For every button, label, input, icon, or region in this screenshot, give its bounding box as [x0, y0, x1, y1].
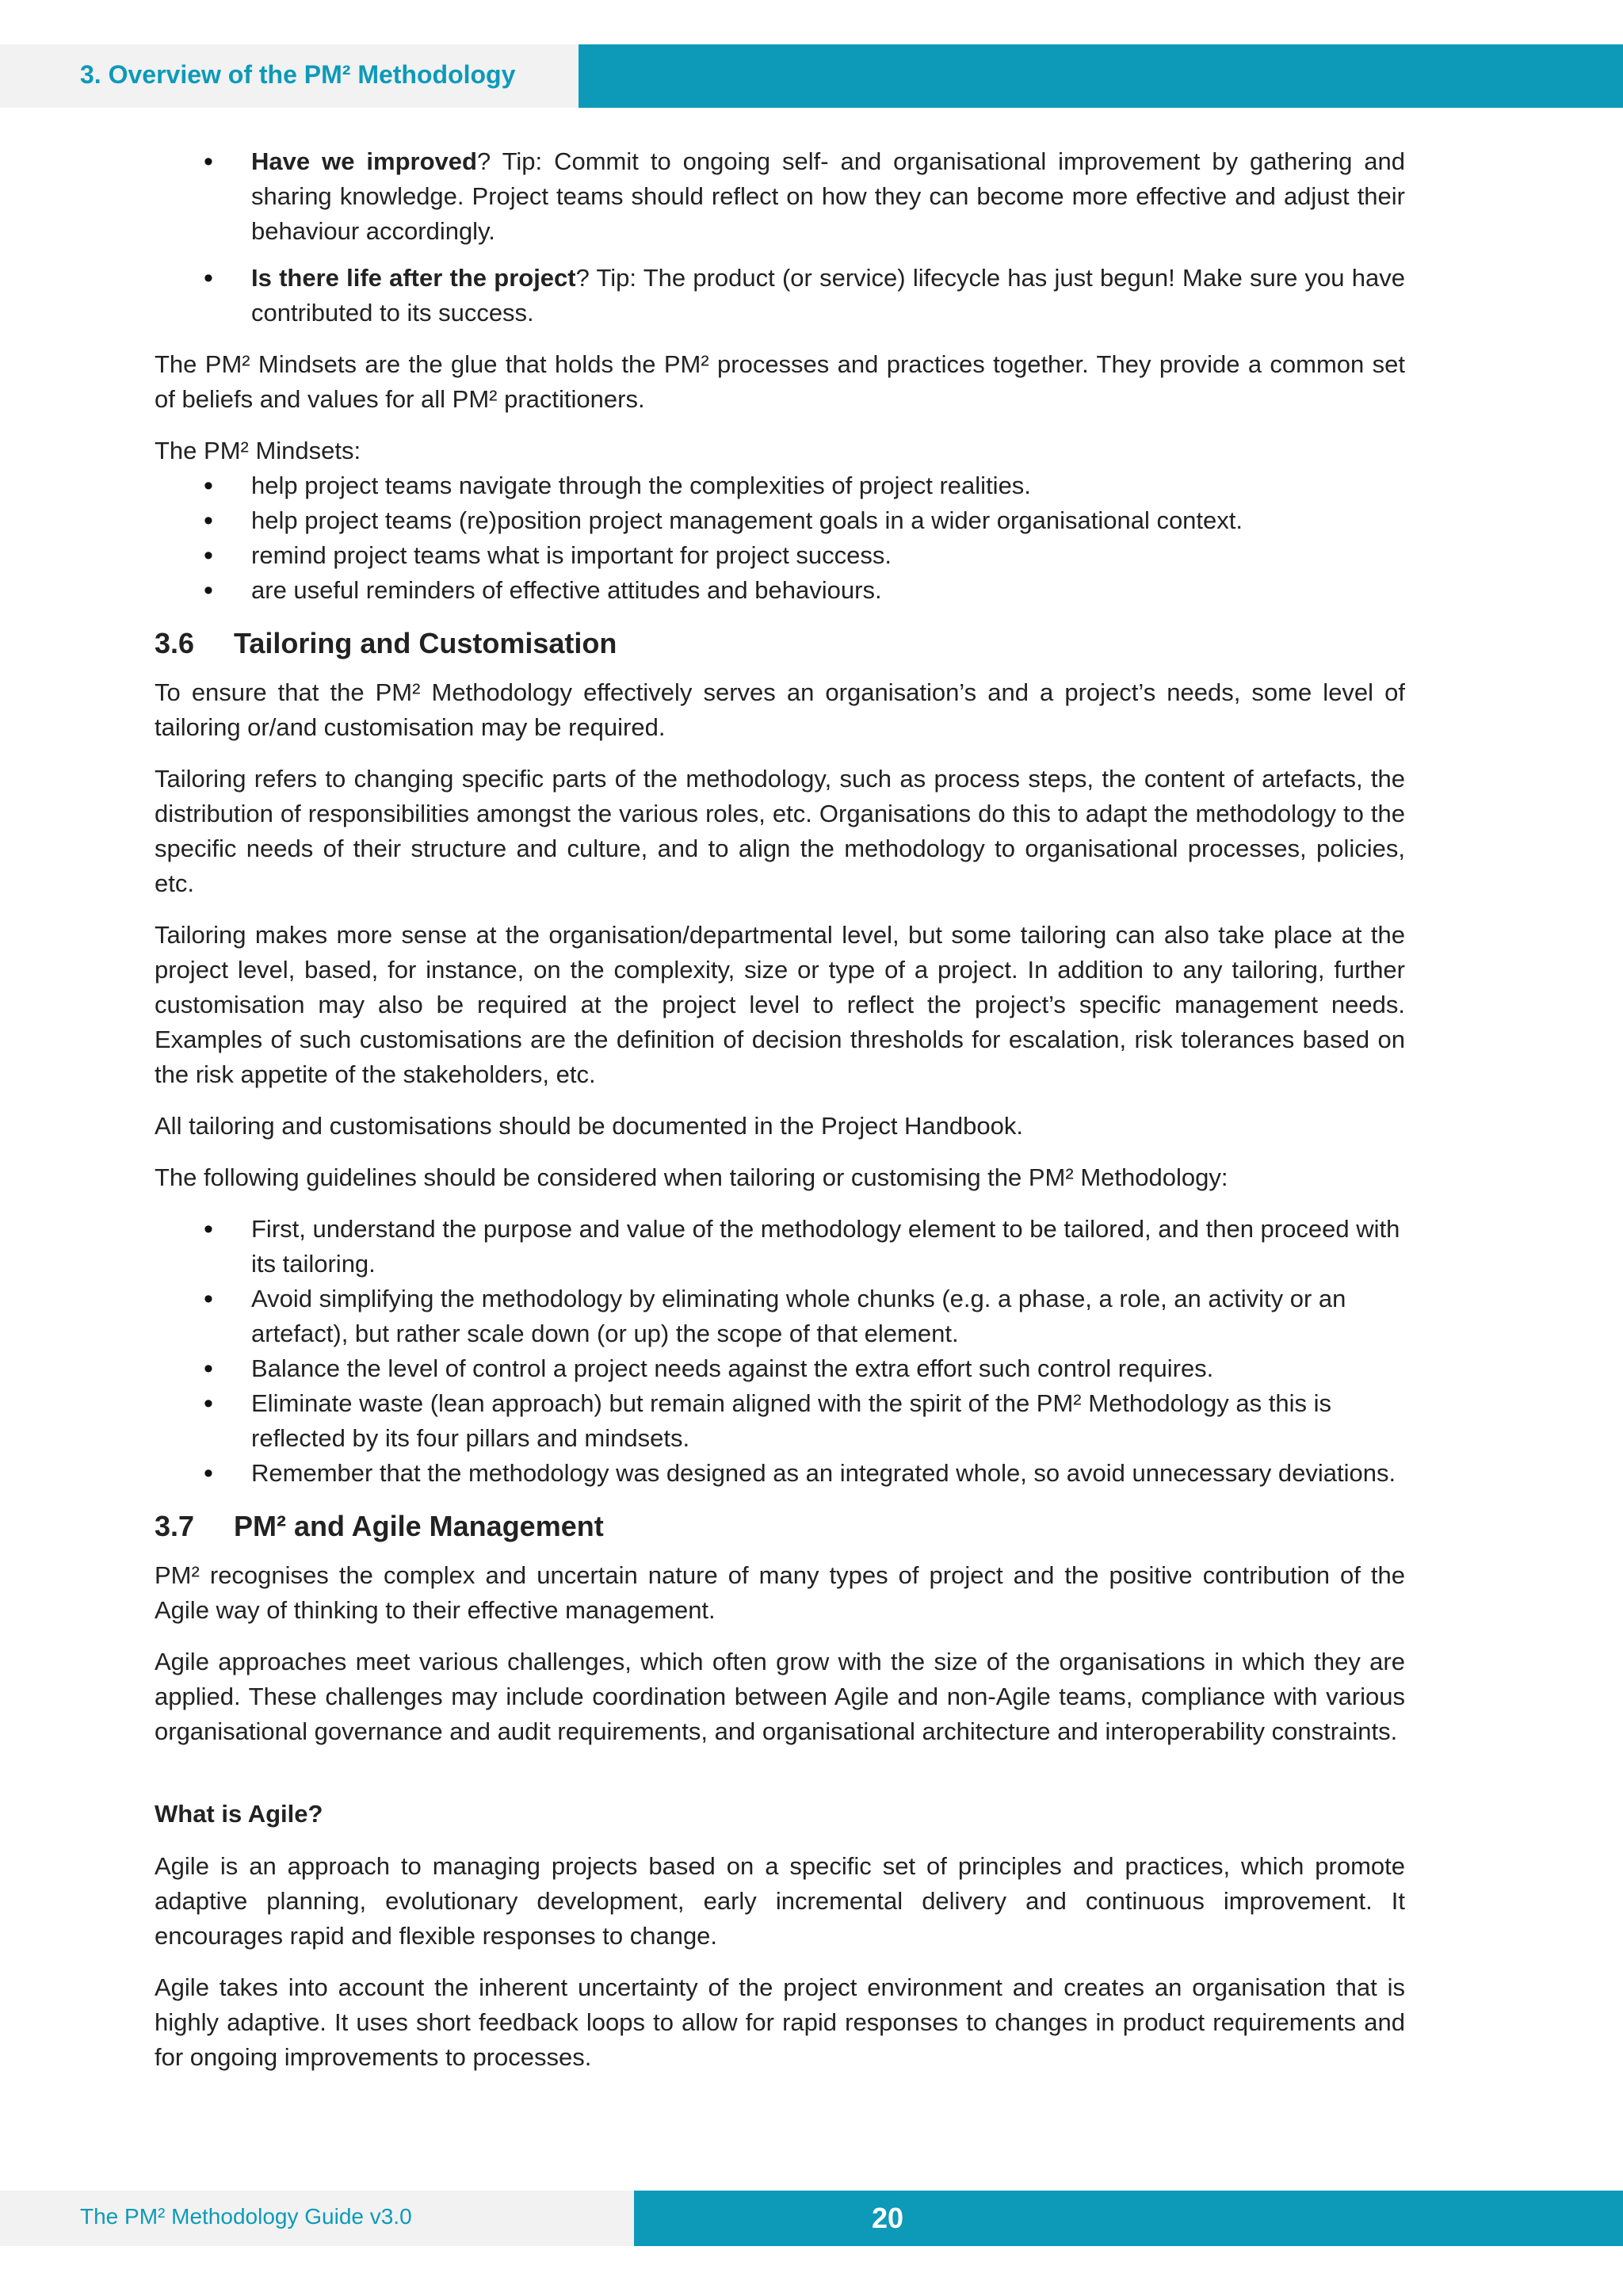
page-number: 20 [872, 2202, 904, 2234]
bullet-bold: Have we improved [251, 147, 477, 175]
mindsets-intro: The PM² Mindsets are the glue that holds the PM² processes and practices together. They provide a common set of beliefs and values for all PM² practitioners. [155, 350, 1405, 413]
list-item: • Balance the level of control a project needs against the extra effort such control requires. [155, 1351, 1405, 1386]
list-item: • help project teams (re)position project management goals in a wider organisational context. [155, 503, 1405, 538]
section-heading-3-6 [155, 625, 1405, 663]
section-title: PM² and Agile Management [234, 1510, 604, 1542]
list-item: • help project teams navigate through the complexities of project realities. [155, 468, 1405, 503]
list-item: • First, understand the purpose and value of the methodology element to be tailored, and then proceed with its tailoring. [155, 1212, 1405, 1282]
section-title: Tailoring and Customisation [234, 627, 617, 659]
list-item: • Eliminate waste (lean approach) but remain aligned with the spirit of the PM² Methodology as this is reflected by its four pillars and mindsets. [155, 1386, 1405, 1456]
mindsets-label: The PM² Mindsets: [155, 437, 361, 464]
header-teal-band [579, 44, 1623, 108]
tailoring-guidelines [155, 1212, 1405, 1491]
bullet-text: ? Tip: Commit to ongoing self- and organisational improvement by gathering and sharing knowledge. Project teams should reflect on how they can become more effective and adjust their behaviour accordingly. [251, 147, 1405, 245]
mindsets-list [155, 468, 1405, 608]
bullet-text: ? Tip: The product (or service) lifecycle has just begun! Make sure you have contributed to its success. [251, 264, 1405, 327]
list-item: • Remember that the methodology was designed as an integrated whole, so avoid unnecessary deviations. [155, 1456, 1405, 1491]
paragraph: Agile takes into account the inherent uncertainty of the project environment and creates an organisation that is highly adaptive. It uses short feedback loops to allow for rapid responses to changes in product requirements and for ongoing improvements to processes. [155, 1973, 1405, 2071]
list-item: • Avoid simplifying the methodology by eliminating whole chunks (e.g. a phase, a role, an activity or an artefact), but rather scale down (or up) the scope of that element. [155, 1282, 1405, 1351]
paragraph: Tailoring makes more sense at the organisation/departmental level, but some tailoring can also take place at the project level, based, for instance, on the complexity, size or type of a project. In addition to any tailoring, further customisation may also be required at the project level to reflect the project’s specific management needs. Examples of such customisations are the definition of decision thresholds for escalation, risk tolerances based on the risk appetite of the stakeholders, etc. [155, 921, 1405, 1088]
footer-teal-band [634, 2191, 1623, 2246]
footer-doc-title: The PM² Methodology Guide v3.0 [80, 2204, 412, 2229]
paragraph: All tailoring and customisations should be documented in the Project Handbook. [155, 1112, 1023, 1140]
section-number: 3.6 [155, 627, 195, 659]
list-item [155, 261, 1405, 330]
section-number: 3.7 [155, 1510, 195, 1542]
list-item: • remind project teams what is important for project success. [155, 538, 1405, 573]
paragraph: To ensure that the PM² Methodology effectively serves an organisation’s and a project’s needs, some level of tailoring or/and customisation may be required. [155, 678, 1405, 741]
page-content [155, 144, 1405, 2092]
header-section-title: 3. Overview of the PM² Methodology [80, 60, 516, 89]
page-header [0, 44, 1623, 108]
subheading-what-is-agile: What is Agile? [155, 1800, 323, 1828]
paragraph: Tailoring refers to changing specific parts of the methodology, such as process steps, the content of artefacts, the distribution of responsibilities amongst the various roles, etc. Organisations do this to adapt the methodology to the specific needs of their structure and culture, and to align the methodology to organisational processes, policies, etc. [155, 765, 1405, 897]
paragraph: PM² recognises the complex and uncertain nature of many types of project and the positive contribution of the Agile way of thinking to their effective management. [155, 1561, 1405, 1624]
bullet-bold: Is there life after the project [251, 264, 576, 292]
list-item: • are useful reminders of effective attitudes and behaviours. [155, 573, 1405, 608]
section-heading-3-7 [155, 1507, 1405, 1545]
list-item [155, 144, 1405, 249]
paragraph: Agile approaches meet various challenges, which often grow with the size of the organisations in which they are applied. These challenges may include coordination between Agile and non-Agile teams, compliance with various organisational governance and audit requirements, and organisational architecture and interoperability constraints. [155, 1648, 1405, 1745]
bullets-top [155, 144, 1405, 330]
paragraph: Agile is an approach to managing projects based on a specific set of principles and practices, which promote adaptive planning, evolutionary development, early incremental delivery and continuous improvement. It encourages rapid and flexible responses to change. [155, 1852, 1405, 1950]
paragraph: The following guidelines should be considered when tailoring or customising the PM² Methodology: [155, 1163, 1228, 1191]
page-footer [0, 2191, 1623, 2246]
